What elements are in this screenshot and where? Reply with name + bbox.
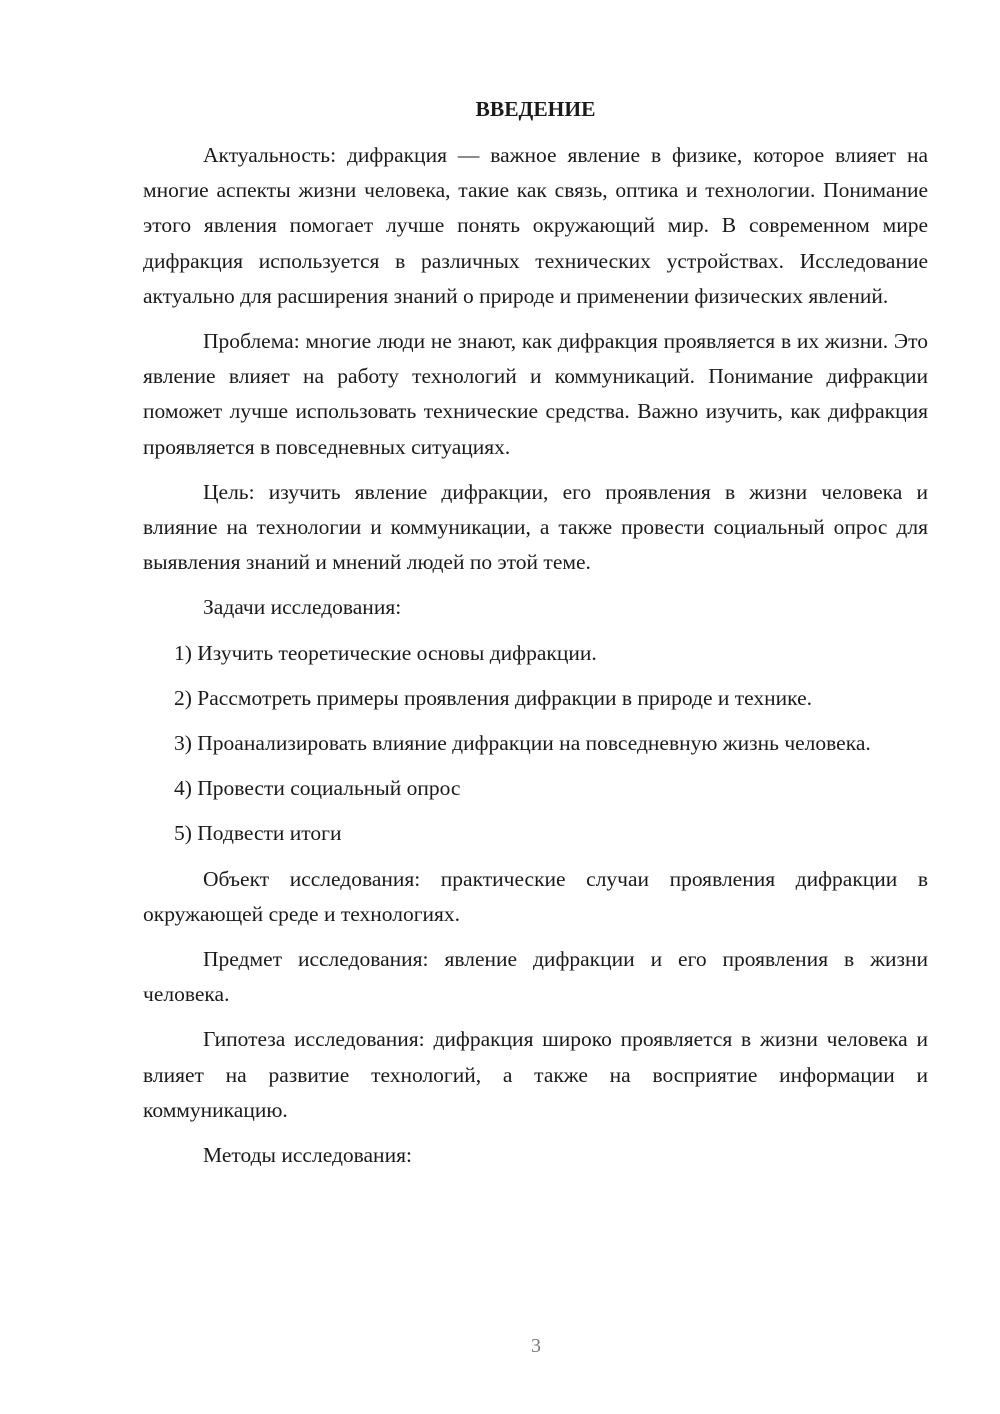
task-item: 2) Рассмотреть примеры проявления дифракции в природе и технике. (174, 685, 813, 710)
relevance-paragraph: Актуальность: дифракция — важное явление в физике, которое влияет на многие аспекты жизни человека, такие как связь, оптика и технологии. Понимание этого явления помогает лучше понять окружающий мир. В современном мире дифракция используется в различных технических устройствах. Исследование актуально для расширения знаний о природе и применении физических явлений. (143, 143, 928, 308)
tasks-heading: Задачи исследования: (203, 595, 402, 620)
task-item: 5) Подвести итоги (174, 821, 342, 846)
problem-paragraph: Проблема: многие люди не знают, как дифракция проявляется в их жизни. Это явление влияет на работу технологий и коммуникаций. Понимание дифракции поможет лучше использовать технические средства. Важно изучить, как дифракция проявляется в повседневных ситуациях. (143, 329, 928, 459)
document-page (143, 92, 928, 1183)
goal-paragraph: Цель: изучить явление дифракции, его проявления в жизни человека и влияние на технологии и коммуникации, а также провести социальный опрос для выявления знаний и мнений людей по этой теме. (143, 479, 928, 575)
task-item: 4) Провести социальный опрос (174, 776, 461, 801)
section-title: ВВЕДЕНИЕ (475, 97, 596, 121)
task-item: 3) Проанализировать влияние дифракции на повседневную жизнь человека. (174, 731, 871, 756)
hypothesis-paragraph: Гипотеза исследования: дифракция широко проявляется в жизни человека и влияет на развитие технологий, а также на восприятие информации и коммуникацию. (143, 1027, 928, 1122)
task-item: 1) Изучить теоретические основы дифракции. (174, 640, 597, 665)
subject-paragraph: Предмет исследования: явление дифракции и его проявления в жизни человека. (143, 947, 928, 1007)
object-paragraph: Объект исследования: практические случаи проявления дифракции в окружающей среде и технологиях. (143, 866, 928, 926)
page-number: 3 (531, 1335, 541, 1357)
methods-heading: Методы исследования: (203, 1143, 412, 1168)
